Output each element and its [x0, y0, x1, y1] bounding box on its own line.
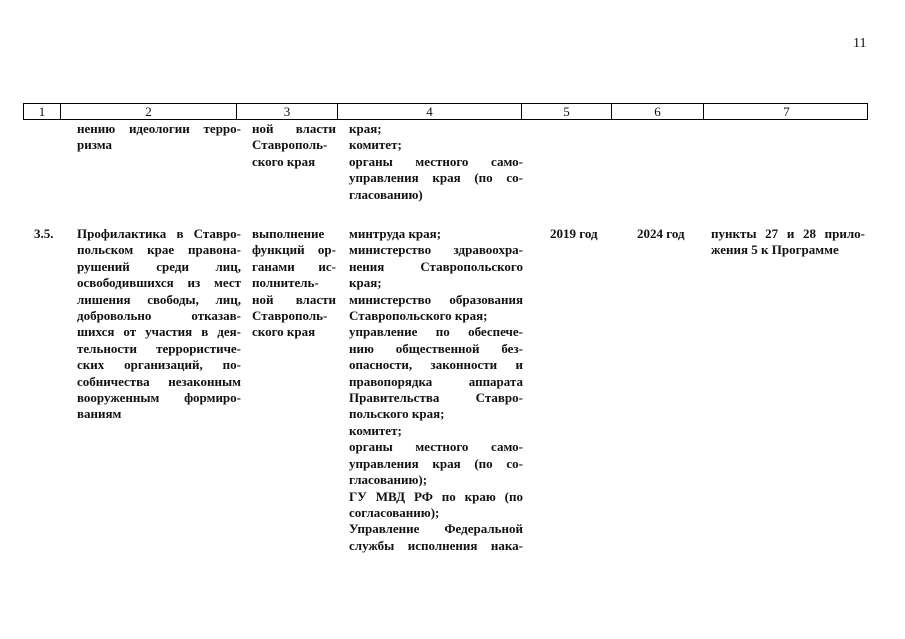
text-line: выполнение [252, 226, 325, 241]
text-line: службы исполнения нака- [349, 537, 523, 553]
text-line: опасности, законности и [349, 357, 523, 373]
column-header-5: 5 [521, 104, 611, 119]
text-line: Ставрополь- [252, 137, 328, 153]
text-line: комитет; [349, 137, 402, 153]
text-line: минтруда края; [349, 226, 442, 241]
column-header-2: 2 [60, 104, 236, 119]
row-3-5-end-year: 2024 год [637, 226, 685, 241]
text-line: управление по обеспече- [349, 324, 523, 340]
text-line: ского края [252, 153, 316, 169]
text-line: Управление Федеральной [349, 521, 523, 537]
text-line: гласованию) [349, 186, 423, 202]
page-number: 11 [853, 36, 867, 51]
text-line: пункты 27 и 28 прило- [711, 226, 865, 241]
text-line: управления края (по со- [349, 170, 523, 186]
text-line: шихся от участия в дея- [77, 324, 241, 340]
text-line: собничества незаконным [77, 373, 241, 389]
text-line: ной власти [252, 291, 336, 307]
column-header-4: 4 [337, 104, 521, 119]
text-line: правопорядка аппарата [349, 373, 523, 389]
text-line: Правительства Ставро- [349, 390, 523, 406]
text-line: ганами ис- [252, 258, 336, 274]
text-line: Ставрополь- [252, 308, 328, 324]
row-3-5-col4 [349, 226, 523, 554]
continued-row-col4 [349, 121, 523, 203]
text-line: Профилактика в Ставро- [77, 226, 241, 241]
text-line: польского края; [349, 406, 445, 422]
text-line: ского края [252, 324, 316, 340]
row-3-5-col3 [252, 226, 336, 341]
text-line: ваниям [77, 406, 122, 422]
row-3-5-col7 [711, 226, 865, 259]
column-header-1: 1 [38, 104, 46, 119]
text-line: Ставропольского края; [349, 308, 488, 324]
text-line: функций ор- [252, 242, 336, 258]
text-line: нению идеологии терро- [77, 121, 241, 136]
text-line: ГУ МВД РФ по краю (по [349, 488, 523, 504]
text-line: управления края (по со- [349, 455, 523, 471]
text-line: вооруженным формиро- [77, 390, 241, 406]
text-line: полнитель- [252, 275, 319, 291]
continued-row-col2 [77, 121, 241, 154]
text-line: комитет; [349, 422, 402, 438]
text-line: ских организаций, по- [77, 357, 241, 373]
text-line: гласованию); [349, 472, 428, 488]
text-line: министерство здравоохра- [349, 242, 523, 258]
text-line: нения Ставропольского [349, 258, 523, 274]
column-header-6: 6 [611, 104, 703, 119]
text-line: края; [349, 121, 382, 136]
column-header-3: 3 [236, 104, 337, 119]
text-line: ной власти [252, 121, 336, 136]
text-line: добровольно отказав- [77, 308, 241, 324]
text-line: нию общественной без- [349, 340, 523, 356]
text-line: согласованию); [349, 504, 440, 520]
text-line: рушений среди лиц, [77, 258, 241, 274]
text-line: края; [349, 275, 382, 291]
text-line: жения 5 к Программе [711, 242, 839, 258]
text-line: органы местного само- [349, 153, 523, 169]
text-line: ризма [77, 137, 113, 153]
column-header-7: 7 [703, 104, 869, 119]
row-number: 3.5. [34, 226, 54, 241]
continued-row-col3 [252, 121, 336, 170]
text-line: освободившихся из мест [77, 275, 241, 291]
text-line: тельности террористиче- [77, 340, 241, 356]
table-header-row [23, 103, 868, 120]
text-line: органы местного само- [349, 439, 523, 455]
text-line: польском крае правона- [77, 242, 241, 258]
row-3-5-col2 [77, 226, 241, 423]
text-line: лишения свободы, лиц, [77, 291, 241, 307]
row-3-5-start-year: 2019 год [550, 226, 598, 241]
text-line: министерство образования [349, 291, 523, 307]
